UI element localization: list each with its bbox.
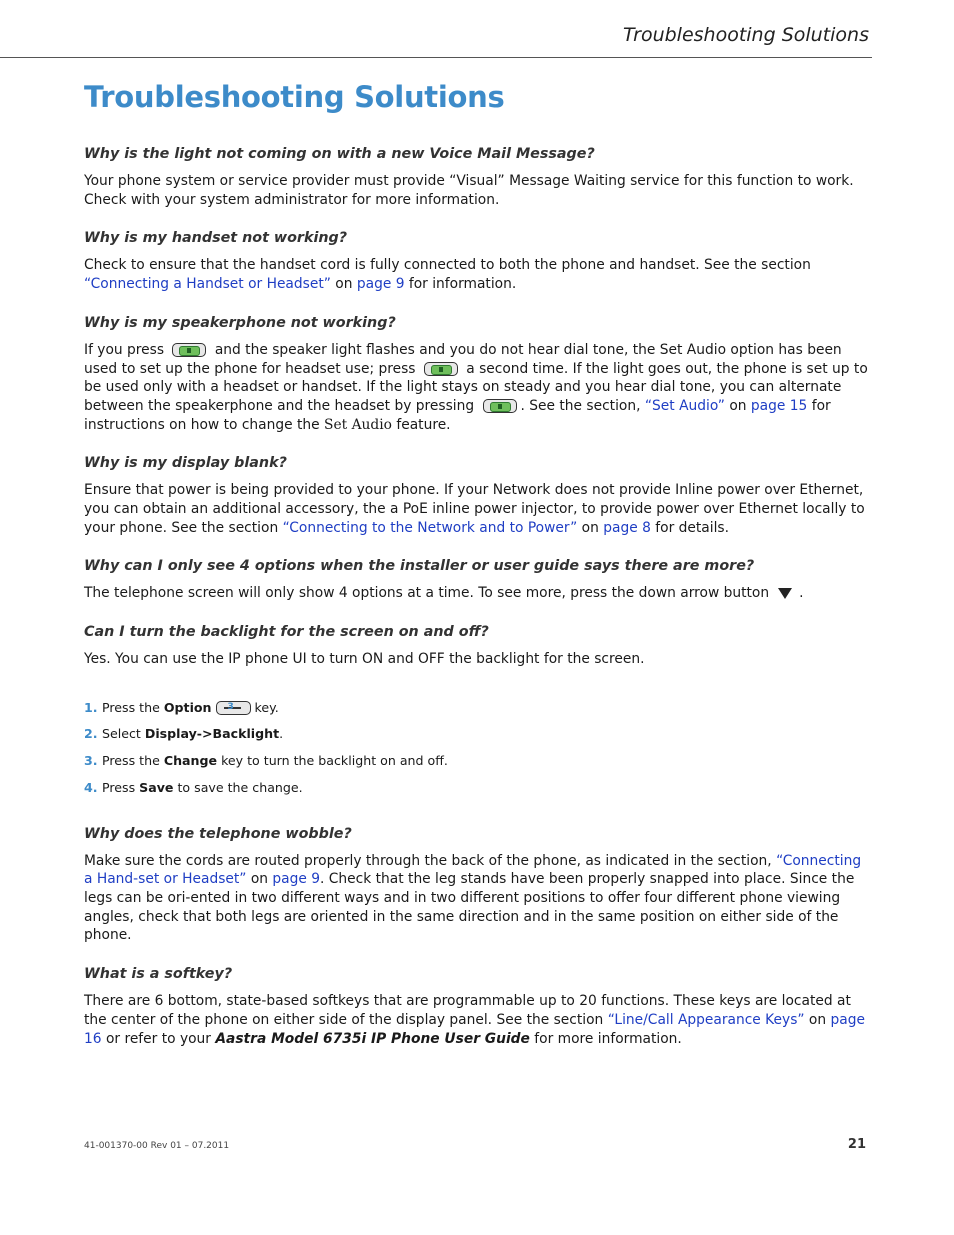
save-key-name: Save <box>139 779 174 795</box>
step-number: 2. <box>84 726 98 742</box>
option-key-icon: 3 <box>216 701 251 715</box>
text-span: Select <box>102 726 145 742</box>
text-span: or refer to your <box>101 1030 216 1047</box>
page-title: Troubleshooting Solutions <box>84 80 505 114</box>
question-backlight: Can I turn the backlight for the screen on and off? <box>84 624 489 641</box>
backlight-steps <box>84 699 868 796</box>
text-span: . See the section, <box>520 397 645 414</box>
step-number: 4. <box>84 779 98 795</box>
answer-display <box>84 481 868 537</box>
text-span: Press the <box>102 699 164 715</box>
text-span: for more information. <box>529 1030 682 1047</box>
text-span: key to turn the backlight on and off. <box>217 753 448 769</box>
page-number: 21 <box>847 1137 866 1152</box>
text-span: Press <box>102 779 140 795</box>
link-page-9[interactable]: page 9 <box>272 871 321 888</box>
text-span: If you press <box>84 341 165 358</box>
text-span: for information. <box>404 276 517 293</box>
text-span: on <box>246 871 273 888</box>
text-span: for details. <box>650 519 729 536</box>
answer-handset <box>84 256 868 293</box>
list-item <box>84 725 868 742</box>
question-speakerphone: Why is my speakerphone not working? <box>84 314 396 331</box>
list-item <box>84 752 868 769</box>
down-arrow-icon <box>778 588 792 599</box>
step-number: 1. <box>84 699 98 715</box>
main-content <box>84 144 868 1067</box>
link-page-9[interactable]: page 9 <box>356 276 405 293</box>
answer-options <box>84 584 868 603</box>
speaker-headset-key-icon <box>483 399 517 413</box>
question-voicemail: Why is the light not coming on with a new Voice Mail Message? <box>84 146 595 162</box>
header-rule <box>0 57 872 58</box>
set-audio-term: Set Audio <box>324 416 392 433</box>
text-span: for instructions on how to change the <box>84 397 831 433</box>
list-item <box>84 699 868 716</box>
text-span: key. <box>254 699 279 715</box>
text-span: There are 6 bottom, state-based softkeys that are programmable up to 20 functions. These keys are located at the center of the phone on either side of the display panel. See the section <box>84 993 851 1028</box>
text-span: on <box>724 397 751 414</box>
question-wobble: Why does the telephone wobble? <box>84 825 352 842</box>
text-span: . Check that the leg stands have been properly snapped into place. Since the legs can be ori-ented in two different ways and in two different positions to offer four different phone viewing angles, check that both legs are oriented in the same direction and in the same position on either side of the phone. <box>84 871 855 944</box>
text-span: Press the <box>102 753 164 769</box>
text-span: . <box>799 585 804 602</box>
document-code: 41-001370-00 Rev 01 – 07.2011 <box>84 1141 230 1151</box>
link-page-15[interactable]: page 15 <box>750 397 808 414</box>
step-number: 3. <box>84 753 98 769</box>
text-span: on <box>804 1011 831 1028</box>
answer-backlight: Yes. You can use the IP phone UI to turn ON and OFF the backlight for the screen. <box>84 651 645 668</box>
link-page-16[interactable]: page 16 <box>84 1011 865 1047</box>
option-key-name: Option <box>163 699 212 715</box>
list-item <box>84 779 868 796</box>
link-connecting-network[interactable]: “Connecting to the Network and to Power” <box>282 519 578 536</box>
speaker-headset-key-icon <box>172 343 206 357</box>
running-header: Troubleshooting Solutions <box>623 24 869 46</box>
text-span: Ensure that power is being provided to your phone. If your Network does not provide Inline power over Ethernet, you can obtain an additional accessory, the a PoE inline power injector, to provide power over Ethernet locally to your phone. See the section <box>84 482 865 536</box>
text-span: to save the change. <box>173 779 303 795</box>
text-span: feature. <box>391 416 451 433</box>
text-span: on <box>577 519 604 536</box>
link-connecting-handset[interactable]: “Connecting a Hand-set or Headset” <box>84 852 862 888</box>
user-guide-title: Aastra Model 6735i IP Phone User Guide <box>215 1030 530 1047</box>
speaker-headset-key-icon <box>424 362 458 376</box>
answer-speakerphone <box>84 341 868 435</box>
answer-wobble <box>84 852 868 946</box>
question-display: Why is my display blank? <box>84 455 287 472</box>
answer-softkey <box>84 992 868 1048</box>
text-span: and the speaker light flashes and you do not hear dial tone, the Set Audio option has been used to set up the phone for headset use; press <box>84 341 842 377</box>
text-span: Make sure the cords are routed properly through the back of the phone, as indicated in the section, <box>84 852 777 869</box>
question-options: Why can I only see 4 options when the installer or user guide says there are more? <box>84 558 755 575</box>
text-span: . <box>279 726 284 742</box>
question-handset: Why is my handset not working? <box>84 230 348 247</box>
text-span: a second time. If the light goes out, the phone is set up to be used only with a headset or handset. If the light stays on steady and you hear dial tone, you can alternate between the speakerphone and the headset by pressing <box>84 360 868 414</box>
text-span: Check to ensure that the handset cord is fully connected to both the phone and handset. See the section <box>84 257 811 274</box>
question-softkey: What is a softkey? <box>84 966 233 983</box>
text-span: on <box>330 276 357 293</box>
link-line-call-appearance[interactable]: “Line/Call Appearance Keys” <box>607 1011 805 1028</box>
answer-voicemail: Your phone system or service provider must provide “Visual” Message Waiting service for this function to work. Check with your system administrator for more information. <box>84 173 854 208</box>
link-connecting-handset[interactable]: “Connecting a Handset or Headset” <box>84 276 331 293</box>
link-page-8[interactable]: page 8 <box>603 519 651 536</box>
text-span: The telephone screen will only show 4 options at a time. To see more, press the down arrow button <box>84 585 770 602</box>
link-set-audio[interactable]: “Set Audio” <box>644 397 725 414</box>
change-key-name: Change <box>163 753 218 769</box>
menu-path: Display->Backlight <box>144 726 280 742</box>
